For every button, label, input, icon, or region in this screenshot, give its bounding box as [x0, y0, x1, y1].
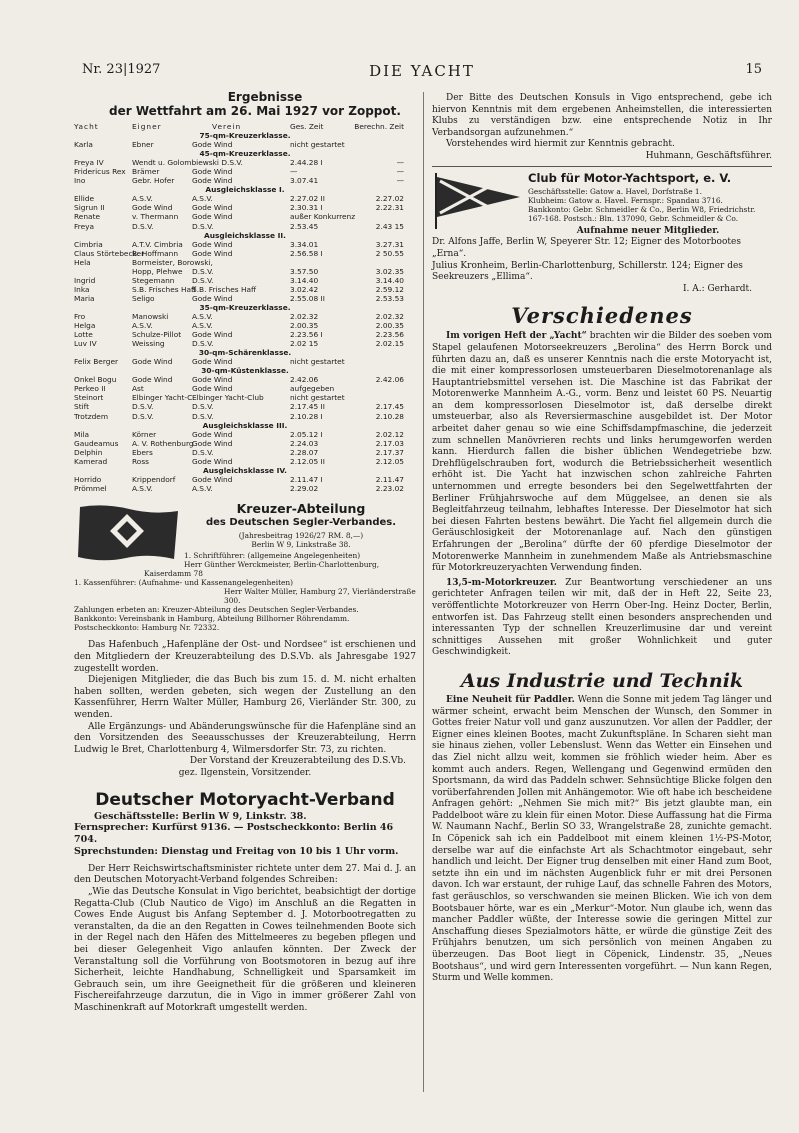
results-row: Lotte Schulze-Pillot Gode Wind 2.23.56 I 2.23.56: [74, 330, 404, 340]
results-row: Maria Seligo Gode Wind 2.55.08 II 2.53.53: [74, 293, 404, 303]
results-row: Steinort Elbinger Yacht-C. Elbinger Yacht-Club nicht gestartet: [74, 393, 345, 403]
results-row: Inka S.B. Frisches Haff S.B. Frisches Haff 3.02.42 2.59.12: [74, 284, 404, 294]
dmyv-office: Geschäftsstelle: Berlin W 9, Linkstr. 38.: [94, 810, 307, 822]
results-row: Hopp, Plehwe D.S.V. 3.57.50 3.02.35: [132, 266, 404, 276]
dmyv-title: Deutscher Motoryacht-Verband: [95, 789, 395, 810]
results-class-heading: Ausgleichsklasse III.: [202, 420, 288, 430]
results-row: Ingrid Stegemann D.S.V. 3.14.40 3.14.40: [74, 275, 404, 285]
results-row: Delphin Ebers D.S.V. 2.28.07 2.17.37: [74, 447, 404, 457]
results-class-heading: 35-qm-Kreuzerklasse.: [199, 302, 291, 312]
results-row: Sigrun II Gode Wind Gode Wind 2.30.31 I 2.22.31: [74, 203, 404, 213]
issue-number: Nr. 23|1927: [82, 62, 161, 77]
verschiedenes-title: Verschiedenes: [511, 303, 693, 329]
dmyv-hours: Sprechstunden: Dienstag und Freitag von 10 bis 1 Uhr vorm.: [74, 845, 399, 857]
kreuzer-fee: (Jahresbeitrag 1926/27 RM. 8,—): [238, 530, 364, 540]
club-burgee-icon: [432, 171, 524, 231]
kreuzer-section: [74, 501, 416, 780]
dmyv-section: [74, 790, 416, 1015]
results-row: Helga A.S.V. A.S.V. 2.00.35 2.00.35: [74, 321, 404, 331]
club-bank: Bankkonto: Gebr. Schmeidler & Co., Berlin W8, Friedrichstr. 167-168. Postsch.: Bln. 137090, Gebr. Schmeidler & Co.: [528, 204, 756, 223]
results-row: Perkeo II Ast Gode Wind aufgegeben: [74, 384, 335, 394]
industrie-section: Aus Industrie und Technik Eine Neuheit für Paddler. Wenn die Sonne mit jedem Tag länger und wärmer scheint, erwacht beim Menschen der Wunsch, den Sommer in Gottes freier Natur voll und ganz auszunutzen. Vor allen der Paddler, der Eigner eines kleinen Bootes, macht Zukunftspläne. In Scharen sieht man sie hinaus ziehen, voller Lebenslust. Wenn das Wetter ein Einsehen und das Ziel nicht allzu weit, kommen sie fröhlich wieder heim. Aber es kommt auch anders. Regen, Wellengang und Gegenwind ermüden den Sportsmann, da wird das Paddeln schwer. Sehnsüchtige Blicke folgen den vorüberfahrenden Jollen mit Anhängemotor. Wie oft habe ich bescheidene Anfragen gehört: „Nehmen Sie mich mit?“ Bis jetzt glaubte man, ein Paddelboot wäre zu klein für einen Motor. Diese Auffassung hat die Firma W. Naumann Nachf., Berlin SO 33, Wrangelstraße 28, zunichte gemacht. In Cöpenick sah ich ein Paddelboot mit einem kleinen 1½-PS-Motor, derselbe war auf die einfachste Art als Schachtmotor eingebaut, sehr handlich und leicht. Der Eigner trug denselben mit einer Hand zum Boot, setzte ihn ein und im nächsten Augenblick fuhr er mit drei Personen davon. Ich war erstaunt, der ruhige Lauf, das schnelle Fahren des Motors, fast geräuschlos, so verschwanden sie meinen Blicken. Wie ich von dem Bootsbauer hörte, war es ein „Merkur“-Motor. Nun glaube ich, wenn das mancher Paddler wüßte, der Interesse sowie die geringen Mittel zur Anschaffung dieses Spezialmotors hätte, er würde die günstige Zeit des Frühjahrs benutzen, um sich persönlich von meinen Angaben zu überzeugen. Das Boot liegt in Cöpenick, Lindenstr. 35, „Neues Bootshaus“, und wird gern Interessenten vorgeführt. — Nun kann Regen, Sturm und Welle kommen.: [432, 669, 772, 984]
club-members-title: Aufnahme neuer Mitglieder.: [576, 225, 720, 236]
results-column-headers: Yacht Eigner Verein Ges. Zeit Berechn. Zeit: [74, 122, 404, 131]
results-row: Fridericus Rex Brämer Gode Wind — —: [74, 167, 404, 177]
kreuzer-title: Kreuzer-Abteilung: [236, 500, 366, 516]
results-class-heading: Ausgleichsklasse I.: [205, 185, 285, 195]
results-class-heading: 45-qm-Kreuzerklasse.: [199, 149, 291, 159]
results-row: Kamerad Ross Gode Wind 2.12.05 II 2.12.05: [74, 456, 404, 466]
results-row: Karla Ebner Gode Wind nicht gestartet: [74, 140, 345, 150]
club-home: Klubheim: Gatow a. Havel. Fernspr.: Spandau 3716.: [528, 195, 723, 205]
kreuzer-address: Berlin W 9, Linkstraße 38.: [251, 539, 351, 549]
results-row: Ellide A.S.V. A.S.V. 2.27.02 II 2.27.02: [74, 194, 404, 204]
club-sign: I. A.: Gerhardt.: [682, 283, 752, 294]
results-row: Luv IV Weissing D.S.V. 2.02 15 2.02.15: [74, 339, 404, 349]
results-row: Hela Bormeister, Borowski,: [74, 257, 213, 267]
results-class-heading: 30-qm-Küstenklasse.: [201, 366, 289, 376]
results-row: Freya D.S.V. D.S.V. 2.53.45 2.43 15: [74, 221, 404, 231]
kreuzer-flag-icon: [74, 501, 184, 563]
results-subtitle: der Wettfahrt am 26. Mai 1927 vor Zoppot.: [109, 104, 401, 118]
divider: [432, 166, 772, 167]
results-title: Ergebnisse: [227, 90, 303, 104]
vigo-continuation: Der Bitte des Deutschen Konsuls in Vigo entsprechend, gebe ich hiervon Kenntnis mit dem ergebenen Anheimstellen, die interessierten Klubs zu verständigen bzw. eine entsprechende Notiz in Ihr Verbandsorgan aufzunehmen.“ Vorstehendes wird hiermit zur Kenntnis gebracht. Huhmann, Geschäftsführer.: [432, 93, 772, 161]
results-class-heading: 30-qm-Schärenklasse.: [198, 348, 292, 358]
results-class-heading: Ausgleichsklasse IV.: [203, 465, 287, 475]
results-row: Claus Störtebecker B. Hoffmann Gode Wind 2.56.58 I 2 50.55: [74, 248, 404, 258]
kreuzer-text: Das Hafenbuch „Hafenpläne der Ost- und Nordsee“ ist erschienen und den Mitgliedern der Kreuzerabteilung des D.S.Vb. als Jahresgabe 1927 zugestellt worden. Diejenigen Mitglieder, die das Buch bis zum 15. d. M. nicht erhalten haben sollten, werden gebeten, sich wegen der Zustellung an den Kassenführer, Herrn Walter Müller, Hamburg 26, Vierländer Str. 300, zu wenden. Alle Ergänzungs- und Abänderungswünsche für die Hafenpläne sind an den Vorsitzenden des Seeausschusses der Kreuzerabteilung, Herrn Ludwig le Bret, Charlottenburg 4, Wilmersdorfer Str. 73, zu richten. Der Vorstand der Kreuzerabteilung des D.S.Vb. gez. Ilgenstein, Vorsitzender.: [74, 640, 416, 778]
page-number: 15: [745, 62, 762, 77]
results-row: Fro Manowski A.S.V. 2.02.32 2.02.32: [74, 311, 404, 321]
journal-title: DIE YACHT: [369, 62, 475, 80]
kreuzer-info: 1. Schriftführer: (allgemeine Angelegenheiten) Herr Günther Werckmeister, Berlin-Charlottenburg, Kaiserdamm 78 1. Kassenführer: (Aufnahme- und Kassenangelegenheiten) Herr Walter Müller, Hamburg 27, Vierländerstraße 300. Zahlungen erbeten an: Kreuzer-Abteilung des Deutschen Segler-Verbandes. Bankkonto: Vereinsbank in Hamburg, Abteilung Billhorner Röhrendamm. Postscheckkonto: Hamburg Nr. 72332.: [74, 551, 416, 633]
page-header: [82, 62, 762, 84]
dmyv-text: Der Herr Reichswirtschaftsminister richtete unter dem 27. Mai d. J. an den Deutschen Motoryacht-Verband folgendes Schreiben: „Wie das Deutsche Konsulat in Vigo berichtet, beabsichtigt der dortige Regatta-Club (Club Nautico de Vigo) im Anschluß an die Regatten in Cowes Ende August bis Anfang September d. J. Motorbootregatten zu veranstalten, da die an den Regatten in Cowes teilnehmenden Boote sich in der Regel nach den Häfen des Mittelmeeres zu begeben pflegen und bei dieser Gelegenheit Vigo anlaufen könnten. Der Zweck der Veranstaltung soll die Vorführung von Bootsmotoren in bezug auf ihre Sicherheit, leichte Handhabung, Schnelligkeit und Sparsamkeit im Gebrauch sein, um ihre Geeignetheit für die größeren und kleineren Fischereifahrzeuge darzutun, die in Vigo in immer größerer Zahl von Maschinenkraft auf Motorkraft umgestellt werden.: [74, 863, 416, 1013]
verschiedenes-section: Verschiedenes Im vorigen Heft der „Yacht“ brachten wir die Bilder des soeben vom Stapel gelaufenen Motorseekreuzers „Berolina“ des Herrn Borck und führten dazu an, daß es unserer Kenntnis nach die erste Motoryacht ist, die mit einer kompressorlosen umsteuerbaren Dieselmotorenanlage als Hauptantriebsmittel versehen ist. Die Maschine ist das Fabrikat der Motorenwerke Mannheim A.-G., vorm. Benz und leistet 60 PS. Neuartig an dem kompressorlosen Dieselmotor ist, daß derselbe direkt umsteuerbar, also als Reversiermaschine ausgebildet ist. Der Motor arbeitet daher genau so wie eine Schiffsdampfmaschine, die jederzeit zum schnellen Manövrieren rechts und links herumgeworfen werden kann. Hierdurch fallen die bisher üblichen Wendegetriebe bzw. Drehflügelschrauben fort, wodurch die Betriebssicherheit wesentlich erhöht ist. Die Yacht hat inzwischen schon zahlreiche Fahrten unternommen und erregte besonders bei den Segelwettfahrten der Berliner Frühjahrswoche auf dem Müggelsee, an denen sie als Begleitfahrzeug teilnahm, lebhaftes Interesse. Der Dieselmotor hat sich bei diesen Fahrten bestens bewährt. Die Yacht fiel allgemein durch die Geräuschlosigkeit der Motorenanlage auf. Nach den günstigen Erfahrungen der „Berolina“ dürfte der 60 pferdige Dieselmotor der Motorenwerke Mannheim in zunehmendem Maße als Antriebsmaschine für Motorkreuzeryachten Verwendung finden. 13,5-m-Motorkreuzer. Zur Beantwortung verschiedener an uns gerichteter Anfragen teilen wir mit, daß der in Heft 22, Seite 23, veröffentlichte Motorkreuzer von Herrn Ober-Ing. Heinz Docter, Berlin, entworfen ist. Das Fahrzeug stellt einen besonders ansprechenden und interessanten Typ der schnellen Kreuzerlimusine dar und vereint schnittiges Aussehen mit großer Wohnlichkeit und guter Geschwindigkeit.: [432, 303, 772, 658]
club-member-1: Dr. Alfons Jaffe, Berlin W, Speyerer Str. 12; Eigner des Motorbootes „Erna“.: [432, 237, 741, 259]
club-title: Club für Motor-Yachtsport, e. V.: [528, 170, 732, 185]
column-divider: [423, 92, 424, 1092]
results-section: [74, 90, 416, 493]
results-row: Horrido Krippendorf Gode Wind 2.11.47 I 2.11.47: [74, 474, 404, 484]
results-row: Felix Berger Gode Wind Gode Wind nicht gestartet: [74, 357, 345, 367]
results-class-heading: Ausgleichsklasse II.: [204, 230, 286, 240]
club-member-2: Julius Kronheim, Berlin-Charlottenburg, Schillerstr. 124; Eigner des Seekreuzers „Ellima“.: [432, 260, 743, 283]
results-row: Cimbria A.T.V. Cimbria Gode Wind 3.34.01 3.27.31: [74, 239, 404, 249]
results-class-heading: 75-qm-Kreuzerklasse.: [199, 131, 291, 141]
results-row: Onkel Bogu Gode Wind Gode Wind 2.42.06 2.42.06: [74, 375, 404, 385]
kreuzer-subtitle: des Deutschen Segler-Verbandes.: [205, 516, 397, 528]
results-table: [74, 131, 416, 493]
results-row: Mila Körner Gode Wind 2.05.12 I 2.02.12: [74, 429, 404, 439]
results-row: Stift D.S.V. D.S.V. 2.17.45 II 2.17.45: [74, 402, 404, 412]
left-column: [74, 90, 416, 1014]
industrie-title: Aus Industrie und Technik: [460, 669, 744, 692]
club-office: Geschäftsstelle: Gatow a. Havel, Dorfstraße 1.: [528, 186, 702, 196]
results-row: Trotzdem D.S.V. D.S.V. 2.10.28 I 2.10.28: [74, 411, 404, 421]
results-row: Gaudeamus A. V. Rothenburg Gode Wind 2.24.03 2.17.03: [74, 438, 404, 448]
results-row: Renate v. Thermann Gode Wind außer Konkurrenz: [74, 212, 356, 222]
club-section: [432, 171, 772, 296]
results-row: Ino Gebr. Hofer Gode Wind 3.07.41 —: [74, 176, 404, 186]
dmyv-phone: Fernsprecher: Kurfürst 9136. — Postscheckkonto: Berlin 46 704.: [74, 822, 394, 846]
results-row: Prömmel A.S.V. A.S.V. 2.29.02 2.23.02: [74, 483, 404, 493]
right-column: [432, 93, 772, 985]
results-row: Freya IV Wendt u. Golombiewski D.S.V. 2.44.28 I —: [74, 158, 404, 168]
